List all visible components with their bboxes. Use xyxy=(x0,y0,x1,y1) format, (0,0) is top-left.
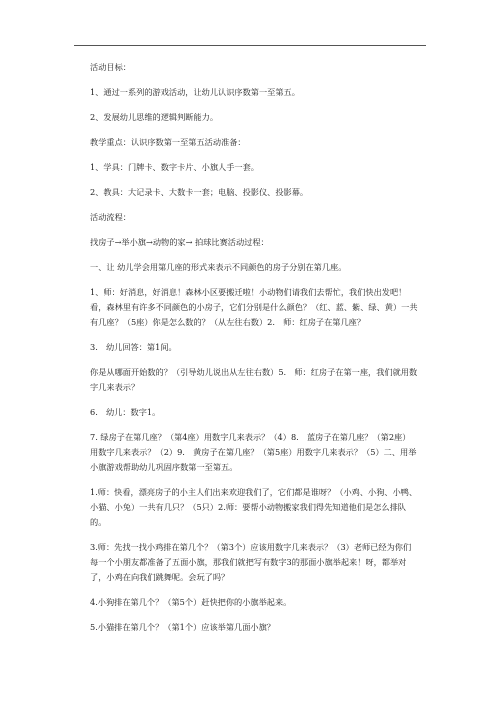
flow-summary: 找房子→举小旗→动物的家→ 拍球比赛活动过程： xyxy=(90,237,269,247)
header-rule xyxy=(74,45,426,46)
section-heading-goals: 活动目标： xyxy=(90,62,131,72)
process-step-7-9: 7. 绿房子在第几座？（第4座）用数字几来表示？（4）8. 蓝房子在第几座？（第2座）用数字几来表示？（2）9. 黄房子在第几座？（第5座）用数字几来表示？（5）二、用举小旗游戏帮助幼儿巩固序数第一至第五。 xyxy=(90,432,417,472)
flag-game-step-4: 4.小狗排在第几个？（第5个）赶快把你的小旗举起来。 xyxy=(90,597,292,607)
document-body xyxy=(90,60,418,645)
process-step-6: 6. 幼儿：数字1。 xyxy=(90,407,161,417)
prep-item-2: 2、教具：大记录卡、大数卡一套；电脑、投影仪、投影幕。 xyxy=(90,187,309,197)
flag-game-step-3: 3.师：先找一找小鸡排在第几个？（第3个）应该用数字几来表示？（3）老师已经为你们每一个小朋友都准备了五面小旗，那我们就把写有数字3的那面小旗举起来！呀，都举对了，小鸡在向我们跳舞呢。会玩了吗？ xyxy=(90,542,412,582)
goal-item-2: 2、发展幼儿思维的逻辑判断能力。 xyxy=(90,112,219,122)
process-step-1: 1、师：好消息，好消息！森林小区要搬迁啦！小动物们请我们去帮忙，我们快出发吧！看，森林里有许多不同颜色的小房子，它们分别是什么颜色？（红、蓝、紫、绿、黄）一共有几座？（5座）你是怎么数的？（从左往右数）2. 师：红房子在第几座？ xyxy=(90,287,418,327)
process-step-4-5: 你是从哪面开始数的？（引导幼儿说出从左往右数）5. 师：红房子在第一座，我们就用数字几来表示？ xyxy=(90,367,418,392)
teaching-focus: 教学重点：认识序数第一至第五活动准备： xyxy=(90,137,246,147)
process-step-3: 3. 幼儿回答：第1间。 xyxy=(90,342,177,352)
goal-item-1: 1、通过一系列的游戏活动，让幼儿认识序数第一至第五。 xyxy=(90,87,300,97)
section-heading-flow: 活动流程： xyxy=(90,212,131,222)
process-part-1: 一、让 幼儿学会用第几座的形式来表示不同颜色的房子分别在第几座。 xyxy=(90,262,347,272)
flag-game-step-1-2: 1.师：快看，漂亮房子的小主人们出来欢迎我们了，它们都是谁呀？（小鸡、小狗、小鸭、小猫、小兔）一共有几只？（5只）2.师：要帮小动物搬家我们得先知道他们是怎么排队的。 xyxy=(90,487,418,527)
prep-item-1: 1、学具：门牌卡、数字卡片、小旗人手一套。 xyxy=(90,162,259,172)
flag-game-step-5: 5.小猫排在第几个？（第1个）应该举第几面小旗？ xyxy=(90,622,275,632)
